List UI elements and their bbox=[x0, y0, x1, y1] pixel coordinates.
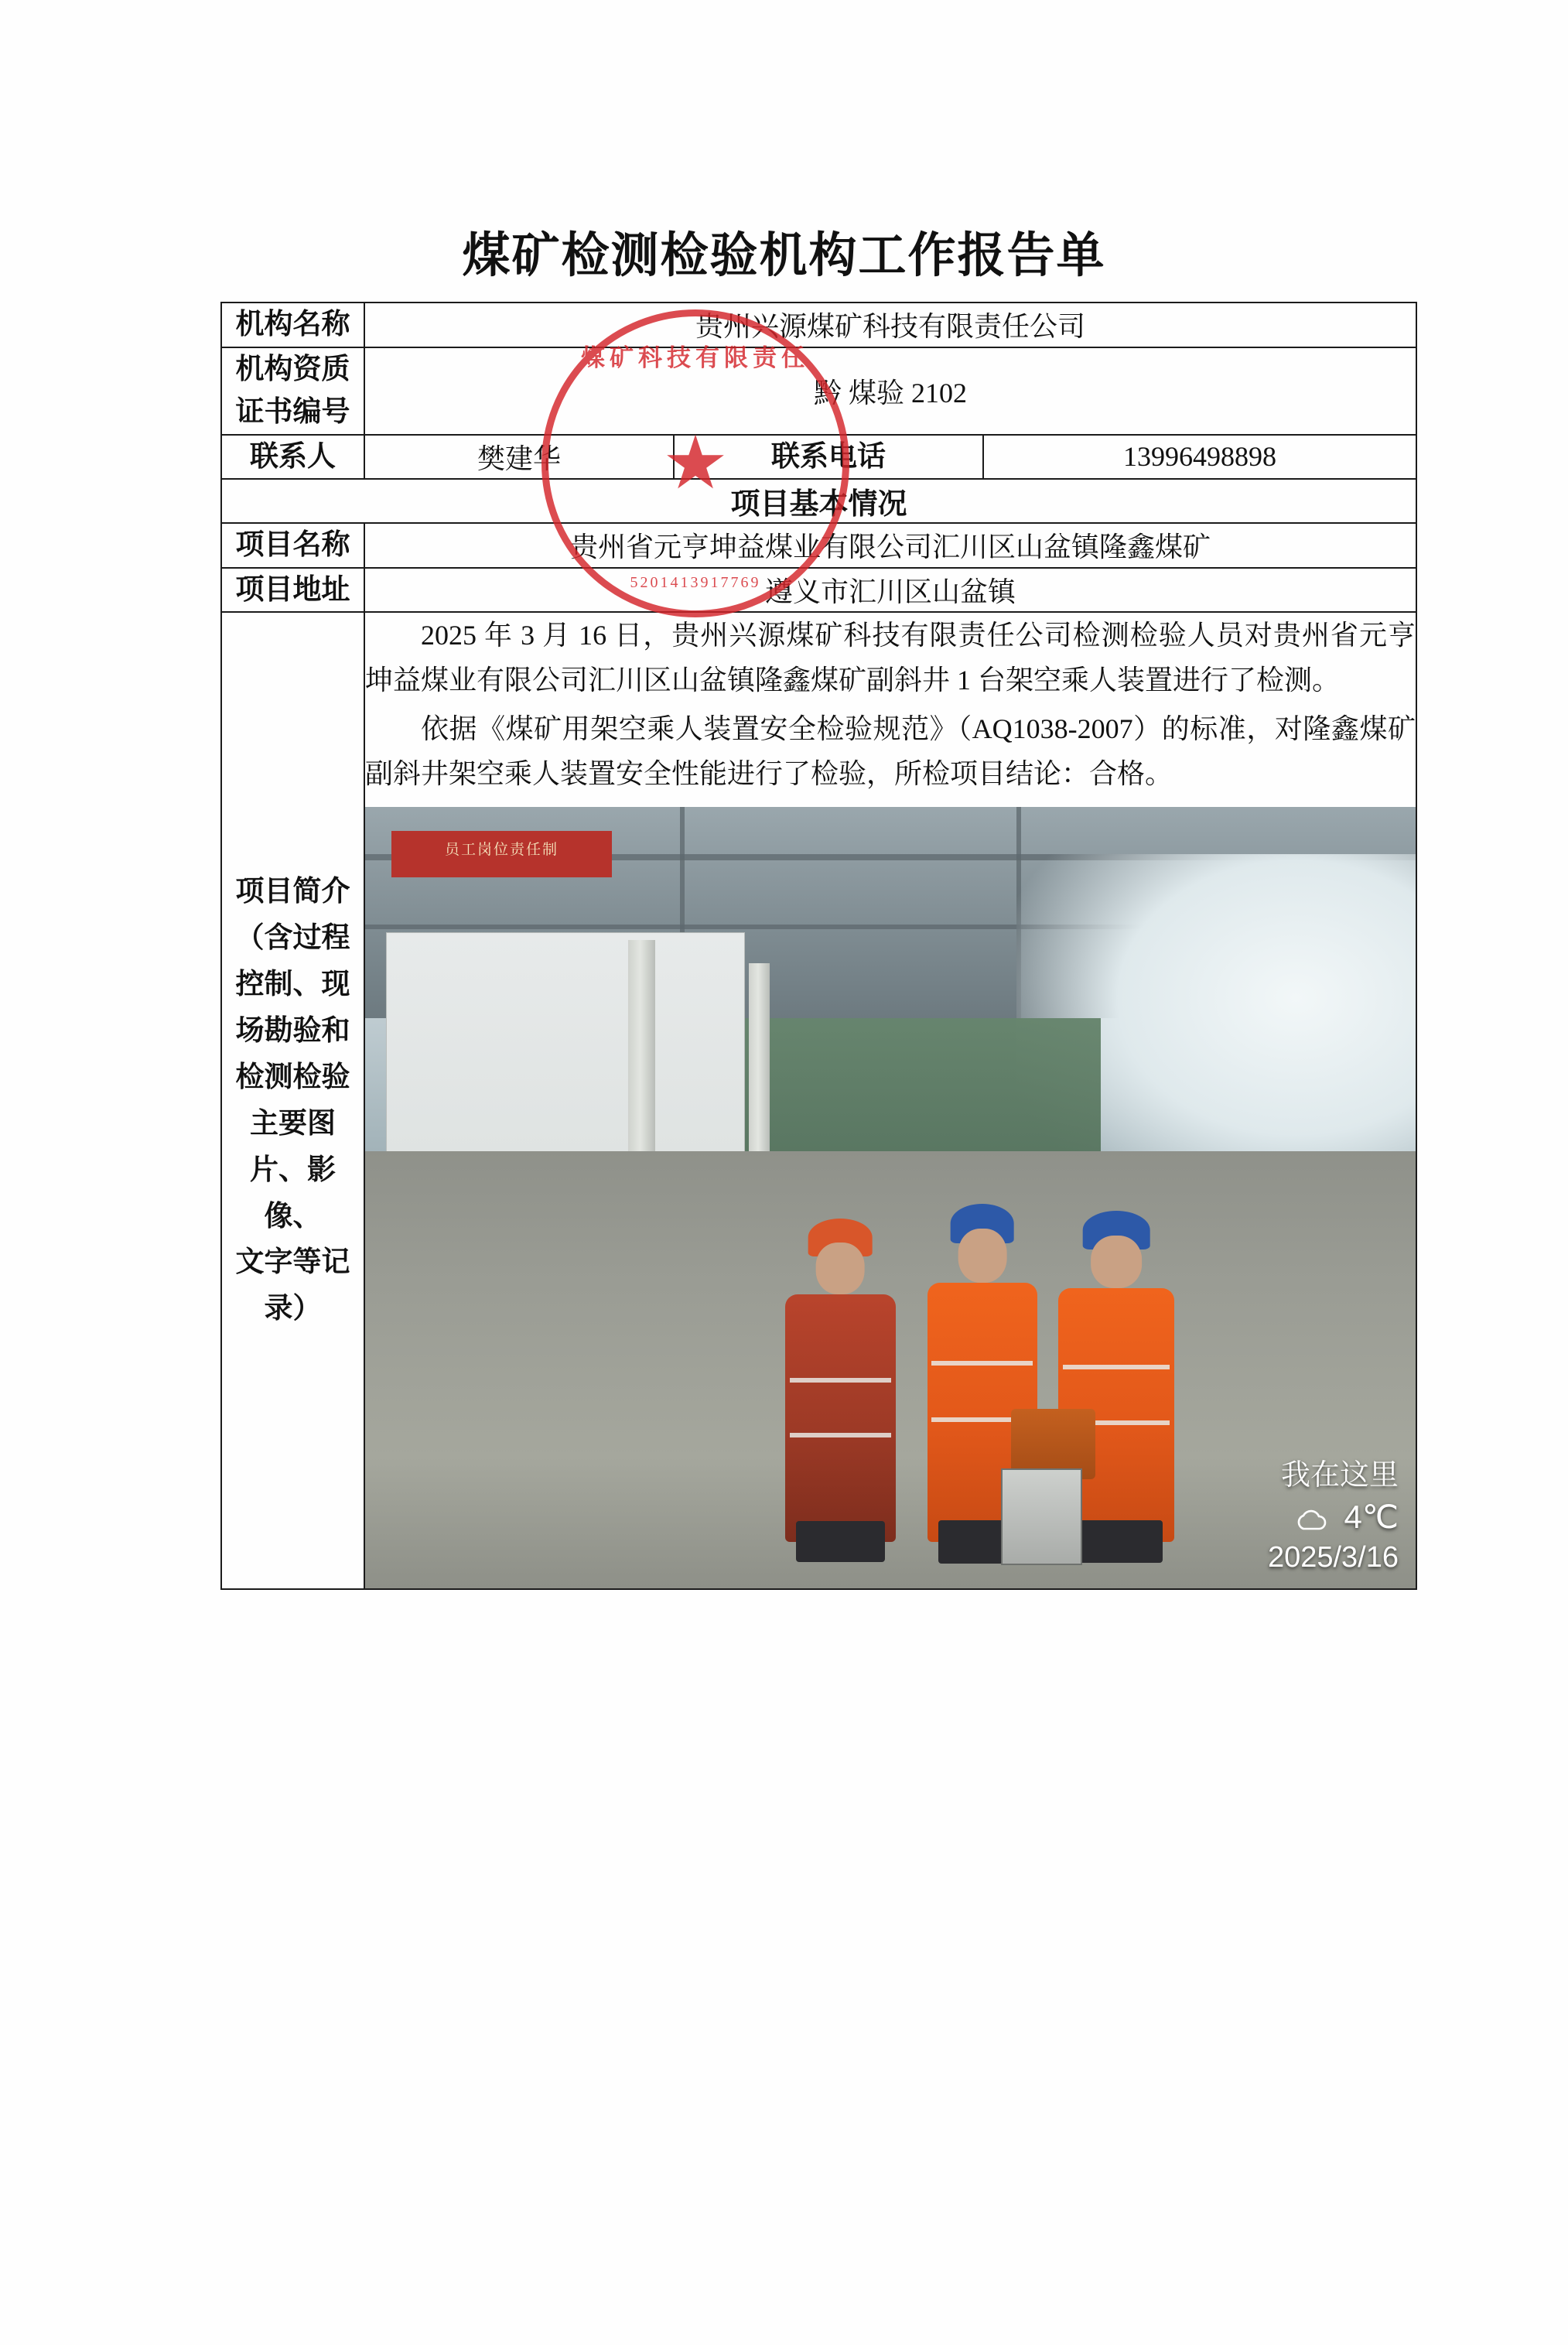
reflective-stripe bbox=[790, 1378, 891, 1383]
star-icon: ★ bbox=[661, 422, 729, 504]
phone-value: 13996498898 bbox=[983, 435, 1416, 480]
intro-label-line-4: 检测检验 bbox=[235, 1061, 350, 1093]
worker-head bbox=[958, 1229, 1006, 1283]
page-title: 煤矿检测检验机构工作报告单 bbox=[462, 230, 1106, 282]
table-row-contact bbox=[221, 435, 1416, 480]
instrument-case bbox=[1001, 1468, 1083, 1565]
project-name-label: 项目名称 bbox=[221, 523, 364, 568]
project-intro-body bbox=[364, 612, 1416, 1589]
project-intro-label bbox=[221, 612, 364, 1589]
worker-boots bbox=[796, 1521, 884, 1562]
org-name-value: 贵州兴源煤矿科技有限责任公司 bbox=[364, 303, 1416, 347]
reflective-stripe bbox=[1063, 1365, 1169, 1369]
table-row-cert bbox=[221, 347, 1416, 435]
site-photo bbox=[365, 807, 1416, 1588]
photo-watermark bbox=[1268, 1451, 1399, 1574]
table-row-project-name bbox=[221, 523, 1416, 568]
project-address-label: 项目地址 bbox=[221, 568, 364, 613]
cert-value: 黔 煤验 2102 bbox=[364, 347, 1416, 435]
worker-suit bbox=[785, 1294, 896, 1542]
intro-label-line-5: 主要图 bbox=[250, 1107, 336, 1140]
intro-label-line-0: 项目简介 bbox=[235, 875, 350, 908]
watermark-date: 2025/3/16 bbox=[1267, 1541, 1399, 1574]
worker-left bbox=[785, 1198, 896, 1541]
intro-paragraph-1: 2025 年 3 月 16 日，贵州兴源煤矿科技有限责任公司检测检验人员对贵州省元亨坤益煤业有限公司汇川区山盆镇隆鑫煤矿副斜井 1 台架空乘人装置进行了检测。 bbox=[365, 620, 1416, 696]
watermark-temperature bbox=[1268, 1498, 1399, 1538]
intro-label-line-2: 控制、现 bbox=[235, 968, 350, 1000]
table-row-section-header bbox=[221, 479, 1416, 523]
intro-label-line-1: （含过程 bbox=[235, 921, 350, 954]
intro-label-line-6: 片、影像、 bbox=[250, 1154, 336, 1232]
project-address-value: 遵义市汇川区山盆镇 bbox=[364, 568, 1416, 613]
worker-head bbox=[816, 1243, 865, 1294]
seal-top-text: 煤矿科技有限责任 bbox=[581, 344, 810, 371]
intro-paragraph-2: 依据《煤矿用架空乘人装置安全检验规范》（AQ1038-2007）的标准，对隆鑫煤矿副斜井架空乘人装置安全性能进行了检验，所检项目结论：合格。 bbox=[365, 713, 1416, 789]
section-header: 项目基本情况 bbox=[221, 479, 1416, 523]
cert-label bbox=[221, 347, 364, 435]
phone-label: 联系电话 bbox=[674, 435, 983, 480]
table-row-project-address bbox=[221, 568, 1416, 613]
reflective-stripe bbox=[790, 1433, 891, 1437]
reflective-stripe bbox=[931, 1361, 1033, 1366]
intro-label-line-3: 场勘验和 bbox=[235, 1014, 350, 1047]
worker-boots bbox=[1070, 1520, 1163, 1563]
cert-label-line2: 证书编号 bbox=[235, 396, 350, 428]
cloud-icon bbox=[1295, 1501, 1327, 1538]
report-table bbox=[220, 302, 1417, 1590]
photo-banner: 员工岗位责任制 bbox=[391, 831, 612, 878]
contact-label: 联系人 bbox=[221, 435, 364, 480]
watermark-temp-text: 4℃ bbox=[1344, 1499, 1399, 1536]
table-row-project-intro bbox=[221, 612, 1416, 1589]
contact-value: 樊建华 bbox=[364, 435, 674, 480]
worker-head bbox=[1091, 1236, 1142, 1288]
intro-label-line-7: 文字等记 bbox=[235, 1246, 350, 1279]
watermark-location: 我在这里 bbox=[1280, 1459, 1399, 1492]
org-name-label: 机构名称 bbox=[221, 303, 364, 347]
table-row-org-name bbox=[221, 303, 1416, 347]
cert-label-line1: 机构资质 bbox=[235, 353, 350, 385]
project-name-value: 贵州省元亨坤益煤业有限公司汇川区山盆镇隆鑫煤矿 bbox=[364, 523, 1416, 568]
seal-bottom-text: 5201413917769 bbox=[630, 574, 761, 591]
intro-label-line-8: 录） bbox=[264, 1293, 322, 1325]
